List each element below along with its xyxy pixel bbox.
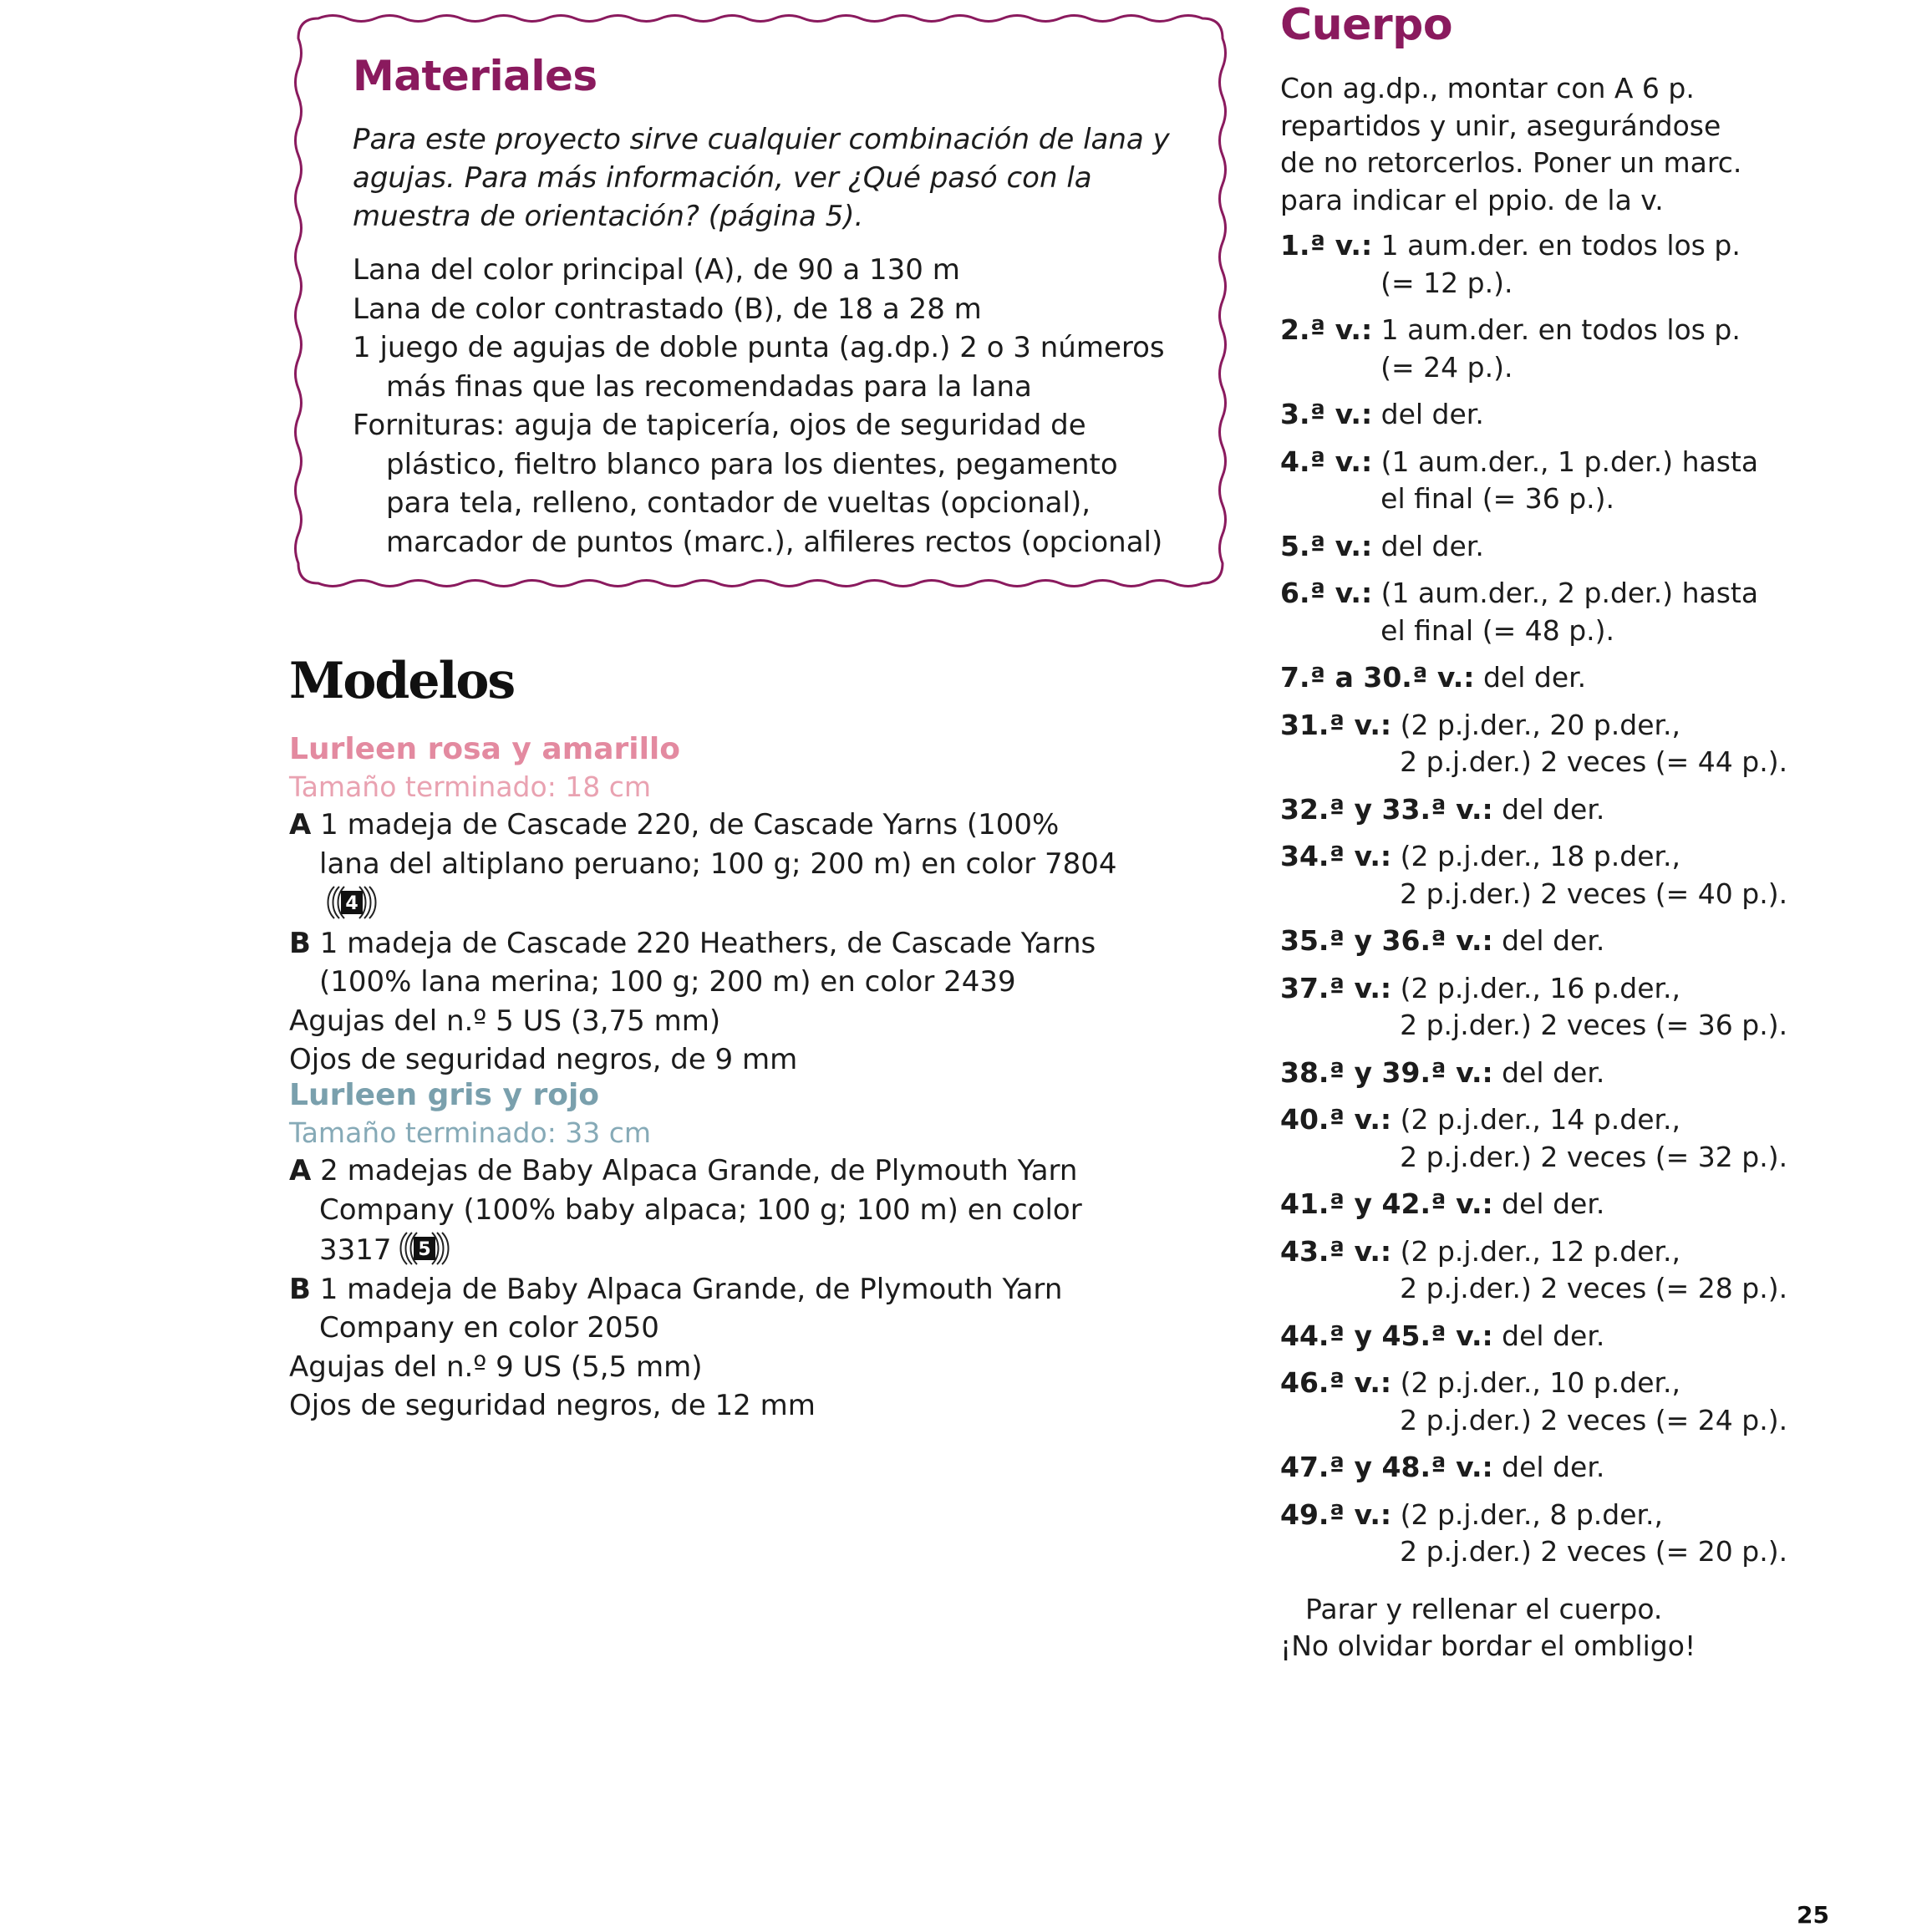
round-row xyxy=(1280,1449,1798,1487)
yarn-text: 1 madeja de Baby Alpaca Grande, de Plymouth Yarn Company en color 2050 xyxy=(310,1272,1063,1345)
materials-list xyxy=(353,251,1188,562)
round-text: del der. xyxy=(1474,661,1587,694)
round-text: (2 p.j.der., 20 p.der., xyxy=(1391,708,1681,741)
model2-list xyxy=(289,1152,1125,1426)
round-label: 35.ª y 36.ª v.: xyxy=(1280,924,1493,957)
yarn-weight-4-icon xyxy=(324,883,379,922)
round-label: 43.ª v.: xyxy=(1280,1234,1392,1268)
round-row xyxy=(1280,1055,1798,1092)
round-row xyxy=(1280,1318,1798,1355)
round-label: 7.ª a 30.ª v.: xyxy=(1280,661,1475,694)
round-row xyxy=(1280,1186,1798,1223)
round-text: del der. xyxy=(1492,1055,1605,1089)
round-text: del der. xyxy=(1492,1187,1605,1220)
round-text-cont: el final (= 48 p.). xyxy=(1380,613,1614,647)
round-row xyxy=(1280,444,1798,518)
round-label: 46.ª v.: xyxy=(1280,1366,1392,1399)
model2-yarn-b xyxy=(289,1270,1125,1348)
model1-yarn-a xyxy=(289,806,1125,924)
yarn-text: 1 madeja de Cascade 220 Heathers, de Cascade Yarns (100% lana merina; 100 g; 200 m) en color 2439 xyxy=(310,926,1096,999)
round-list xyxy=(1280,227,1798,1581)
round-text-cont: (= 12 p.). xyxy=(1380,266,1513,299)
round-label: 40.ª v.: xyxy=(1280,1103,1392,1136)
round-text: del der. xyxy=(1492,1451,1605,1483)
materials-intro: Para este proyecto sirve cualquier combinación de lana y agujas. Para más información, ver ¿Qué pasó con la muestra de orientación? (página 5). xyxy=(353,123,1170,233)
round-row xyxy=(1280,659,1798,697)
round-label: 32.ª y 33.ª v.: xyxy=(1280,792,1493,826)
materials-item: Lana del color principal (A), de 90 a 130 m xyxy=(353,253,960,287)
round-text: del der. xyxy=(1372,398,1484,430)
yarn-letter: A xyxy=(289,808,312,841)
round-text: del der. xyxy=(1492,924,1605,957)
yarn-letter: A xyxy=(289,1154,312,1187)
round-text-cont: el final (= 36 p.). xyxy=(1380,482,1614,515)
yarn-weight-number: 4 xyxy=(345,893,358,914)
model2-eyes: Ojos de seguridad negros, de 12 mm xyxy=(289,1389,816,1422)
round-text: (2 p.j.der., 14 p.der., xyxy=(1391,1103,1681,1136)
round-text: 1 aum.der. en todos los p. xyxy=(1372,313,1741,346)
round-text-cont: 2 p.j.der.) 2 veces (= 20 p.). xyxy=(1400,1535,1788,1568)
models-title: Modelos xyxy=(289,652,515,710)
round-text: (2 p.j.der., 18 p.der., xyxy=(1391,840,1681,872)
round-label: 41.ª y 42.ª v.: xyxy=(1280,1187,1493,1220)
model2-size: Tamaño terminado: 33 cm xyxy=(289,1116,652,1149)
round-text-cont: 2 p.j.der.) 2 veces (= 32 p.). xyxy=(1400,1140,1788,1173)
round-text: del der. xyxy=(1372,529,1484,562)
model1-name: Lurleen rosa y amarillo xyxy=(289,732,680,766)
round-row xyxy=(1280,528,1798,566)
body-title: Cuerpo xyxy=(1280,0,1453,50)
round-row xyxy=(1280,1101,1798,1176)
yarn-letter: B xyxy=(289,1272,311,1306)
round-row xyxy=(1280,396,1798,434)
round-text: del der. xyxy=(1492,1319,1605,1352)
round-label: 38.ª y 39.ª v.: xyxy=(1280,1055,1493,1089)
model1-yarn-b xyxy=(289,924,1125,1002)
round-label: 34.ª v.: xyxy=(1280,840,1392,872)
round-text-cont: 2 p.j.der.) 2 veces (= 24 p.). xyxy=(1400,1403,1788,1436)
yarn-weight-5-icon xyxy=(397,1229,452,1268)
body-intro: Con ag.dp., montar con A 6 p. repartidos y unir, asegurándose de no retorcerlos. Poner un marc. para indicar el ppio. de la v. xyxy=(1280,72,1742,216)
round-label: 2.ª v.: xyxy=(1280,313,1373,346)
round-label: 47.ª y 48.ª v.: xyxy=(1280,1451,1493,1483)
model1-eyes: Ojos de seguridad negros, de 9 mm xyxy=(289,1043,798,1076)
body-final-2: ¡No olvidar bordar el ombligo! xyxy=(1280,1629,1696,1662)
round-text: (2 p.j.der., 10 p.der., xyxy=(1391,1366,1681,1399)
round-row xyxy=(1280,1233,1798,1308)
round-text: (2 p.j.der., 16 p.der., xyxy=(1391,971,1681,1004)
materials-item: Fornituras: aguja de tapicería, ojos de seguridad de plástico, fieltro blanco para los dientes, pegamento para tela, relleno, contador de vueltas (opcional), marcador de puntos (marc.), alfileres rectos (opcional) xyxy=(353,409,1163,559)
round-row xyxy=(1280,1365,1798,1439)
round-row xyxy=(1280,312,1798,386)
round-text: 1 aum.der. en todos los p. xyxy=(1372,229,1741,262)
round-text-cont: 2 p.j.der.) 2 veces (= 40 p.). xyxy=(1400,877,1788,910)
model2-name: Lurleen gris y rojo xyxy=(289,1078,600,1112)
round-label: 4.ª v.: xyxy=(1280,445,1373,478)
round-text: del der. xyxy=(1492,792,1605,826)
round-row xyxy=(1280,791,1798,829)
round-row xyxy=(1280,1497,1798,1571)
round-label: 31.ª v.: xyxy=(1280,708,1392,741)
round-label: 37.ª v.: xyxy=(1280,971,1392,1004)
round-label: 44.ª y 45.ª v.: xyxy=(1280,1319,1493,1352)
yarn-text: 1 madeja de Cascade 220, de Cascade Yarns (100% lana del altiplano peruano; 100 g; 200 m) en color 7804 xyxy=(311,808,1117,881)
round-text: (2 p.j.der., 12 p.der., xyxy=(1391,1234,1681,1268)
round-text-cont: 2 p.j.der.) 2 veces (= 28 p.). xyxy=(1400,1272,1788,1304)
materials-title: Materiales xyxy=(353,52,597,100)
yarn-letter: B xyxy=(289,926,311,960)
round-text-cont: 2 p.j.der.) 2 veces (= 36 p.). xyxy=(1400,1009,1788,1041)
round-label: 49.ª v.: xyxy=(1280,1497,1392,1531)
round-label: 1.ª v.: xyxy=(1280,229,1373,262)
round-label: 5.ª v.: xyxy=(1280,529,1373,562)
round-text-cont: (= 24 p.). xyxy=(1380,350,1513,384)
model1-needles: Agujas del n.º 5 US (3,75 mm) xyxy=(289,1004,721,1038)
round-label: 6.ª v.: xyxy=(1280,577,1373,609)
round-row xyxy=(1280,923,1798,960)
yarn-text: 2 madejas de Baby Alpaca Grande, de Plymouth Yarn Company (100% baby alpaca; 100 g; 100 m) en color 3317 xyxy=(311,1154,1082,1267)
round-text: (1 aum.der., 1 p.der.) hasta xyxy=(1372,445,1759,478)
round-row xyxy=(1280,838,1798,913)
page-number: 25 xyxy=(1797,1901,1829,1929)
round-text: (1 aum.der., 2 p.der.) hasta xyxy=(1372,577,1759,609)
round-row xyxy=(1280,707,1798,781)
model1-size: Tamaño terminado: 18 cm xyxy=(289,770,652,803)
materials-item: Lana de color contrastado (B), de 18 a 28 m xyxy=(353,292,982,326)
round-row xyxy=(1280,970,1798,1045)
round-row xyxy=(1280,227,1798,302)
round-row xyxy=(1280,575,1798,649)
model2-yarn-a xyxy=(289,1152,1125,1270)
yarn-weight-number: 5 xyxy=(417,1239,431,1260)
materials-item: 1 juego de agujas de doble punta (ag.dp.) 2 o 3 números más finas que las recomendadas para la lana xyxy=(353,331,1165,404)
round-label: 3.ª v.: xyxy=(1280,398,1373,430)
model1-list xyxy=(289,806,1125,1080)
round-text: (2 p.j.der., 8 p.der., xyxy=(1391,1497,1664,1531)
round-text-cont: 2 p.j.der.) 2 veces (= 44 p.). xyxy=(1400,745,1788,778)
body-final-1: Parar y rellenar el cuerpo. xyxy=(1305,1593,1663,1625)
model2-needles: Agujas del n.º 9 US (5,5 mm) xyxy=(289,1350,703,1384)
